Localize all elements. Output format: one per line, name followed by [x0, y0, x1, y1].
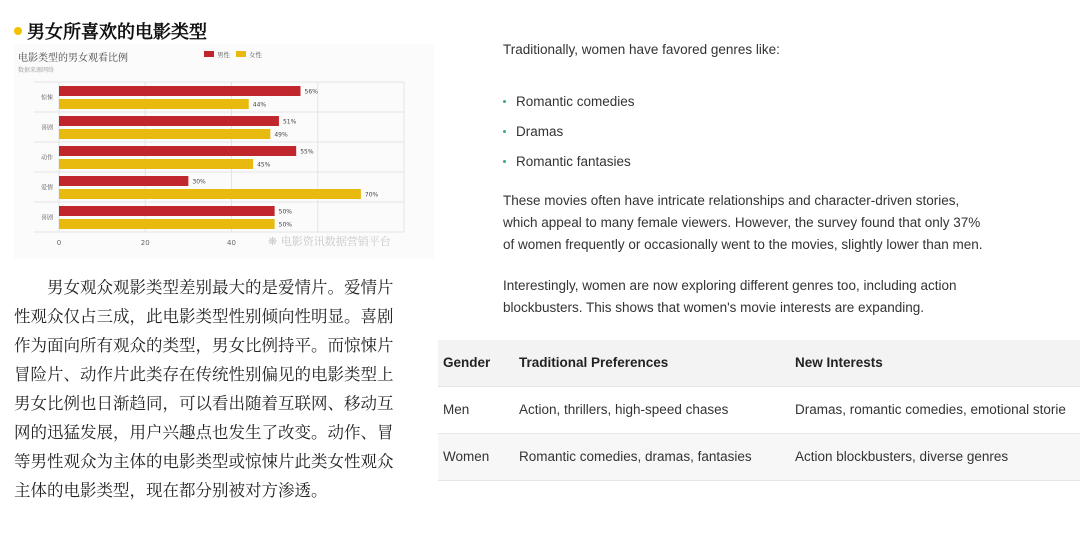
body-line: 主体的电影类型，现在都分别被对方渗透。 — [14, 481, 328, 500]
data-label: 45% — [257, 161, 271, 169]
legend-swatch — [236, 51, 246, 57]
watermark-text: ❋ 电影资讯数据营销平台 — [268, 235, 391, 248]
paragraph-line: which appeal to many female viewers. However, the survey found that only 37% — [503, 215, 981, 230]
category-label: 喜剧 — [40, 214, 53, 222]
x-tick-label: 20 — [140, 239, 150, 247]
bar — [59, 116, 279, 126]
bar — [59, 99, 249, 109]
title-bullet-icon — [14, 27, 22, 35]
list-item-label: Romantic comedies — [516, 93, 635, 109]
table-header-cell: Traditional Preferences — [519, 355, 669, 370]
right-panel — [438, 0, 1080, 540]
bar — [59, 146, 296, 156]
data-label: 50% — [278, 221, 292, 229]
legend-label: 女性 — [249, 51, 262, 59]
body-line: 冒险片、动作片此类存在传统性别偏见的电影类型上 — [14, 365, 394, 384]
list-item — [503, 86, 635, 116]
category-label: 爱情 — [40, 184, 53, 192]
body-line: 男女比例也日渐趋同，可以看出随着互联网、移动互 — [14, 394, 394, 413]
data-label: 50% — [278, 208, 292, 216]
survey-paragraph — [503, 190, 1063, 256]
section-title: 男女所喜欢的电影类型 — [27, 22, 207, 43]
bar — [59, 189, 361, 199]
chinese-body-text — [14, 273, 430, 505]
legend-swatch — [204, 51, 214, 57]
bar — [59, 219, 275, 229]
section-heading — [14, 18, 207, 44]
bar — [59, 129, 270, 139]
list-item — [503, 146, 635, 176]
list-item-label: Dramas — [516, 123, 564, 139]
genre-list — [503, 86, 635, 176]
category-label: 动作 — [40, 154, 53, 162]
body-line: 作为面向所有观众的类型，男女比例持平。而惊悚片 — [14, 336, 394, 355]
data-label: 56% — [304, 88, 318, 96]
bullet-dot-icon — [503, 160, 506, 163]
paragraph-line: blockbusters. This shows that women's movie interests are expanding. — [503, 300, 925, 315]
legend-label: 男性 — [217, 51, 230, 59]
data-label: 55% — [300, 148, 314, 156]
table-header-cell: Gender — [443, 355, 491, 370]
list-item-label: Romantic fantasies — [516, 153, 631, 169]
bullet-dot-icon — [503, 130, 506, 133]
bar — [59, 206, 275, 216]
data-label: 51% — [282, 118, 297, 126]
bar — [59, 159, 253, 169]
x-tick-label: 40 — [227, 239, 236, 247]
preferences-table — [438, 340, 1080, 481]
table-cell: Action, thrillers, high-speed chases — [519, 402, 729, 417]
table-cell: Men — [443, 402, 470, 417]
table-header-row — [438, 340, 1080, 387]
list-item — [503, 116, 635, 146]
intro-text: Traditionally, women have favored genres like: — [503, 42, 780, 57]
data-label: 70% — [364, 191, 379, 199]
chart-svg — [14, 44, 434, 259]
bar — [59, 86, 301, 96]
table-cell: Action blockbusters, diverse genres — [795, 449, 1009, 464]
trend-paragraph — [503, 275, 1063, 319]
table-row — [438, 434, 1080, 481]
data-label: 49% — [274, 131, 288, 139]
x-tick-label: 0 — [56, 239, 62, 247]
data-label: 30% — [192, 178, 206, 186]
table-cell: Women — [443, 449, 490, 464]
body-line: 等男性观众为主体的电影类型或惊悚片此类女性观众 — [14, 452, 394, 471]
body-line: 网的迅猛发展，用户兴趣点也发生了改变。动作、冒 — [14, 423, 394, 442]
body-line: 男女观众观影类型差别最大的是爱情片。爱情片 — [47, 278, 394, 297]
table-cell: Dramas, romantic comedies, emotional storie — [795, 402, 1066, 417]
data-label: 44% — [252, 101, 267, 109]
category-label: 喜剧 — [40, 124, 53, 132]
paragraph-line: of women frequently or occasionally went to the movies, slightly lower than men. — [503, 237, 983, 252]
chart-title: 电影类型的男女观看比例 — [18, 53, 128, 64]
table-row — [438, 387, 1080, 434]
chart-subtitle: 数据来源网络 — [18, 67, 55, 74]
category-label: 惊悚 — [40, 94, 53, 102]
gender-genre-chart — [14, 44, 434, 259]
body-line: 性观众仅占三成，此电影类型性别倾向性明显。喜剧 — [14, 307, 394, 326]
table-cell: Romantic comedies, dramas, fantasies — [519, 449, 752, 464]
paragraph-line: These movies often have intricate relationships and character-driven stories, — [503, 193, 960, 208]
paragraph-line: Interestingly, women are now exploring different genres too, including action — [503, 278, 957, 293]
table-header-cell: New Interests — [795, 355, 883, 370]
left-panel — [0, 0, 438, 540]
bullet-dot-icon — [503, 100, 506, 103]
bar — [59, 176, 188, 186]
